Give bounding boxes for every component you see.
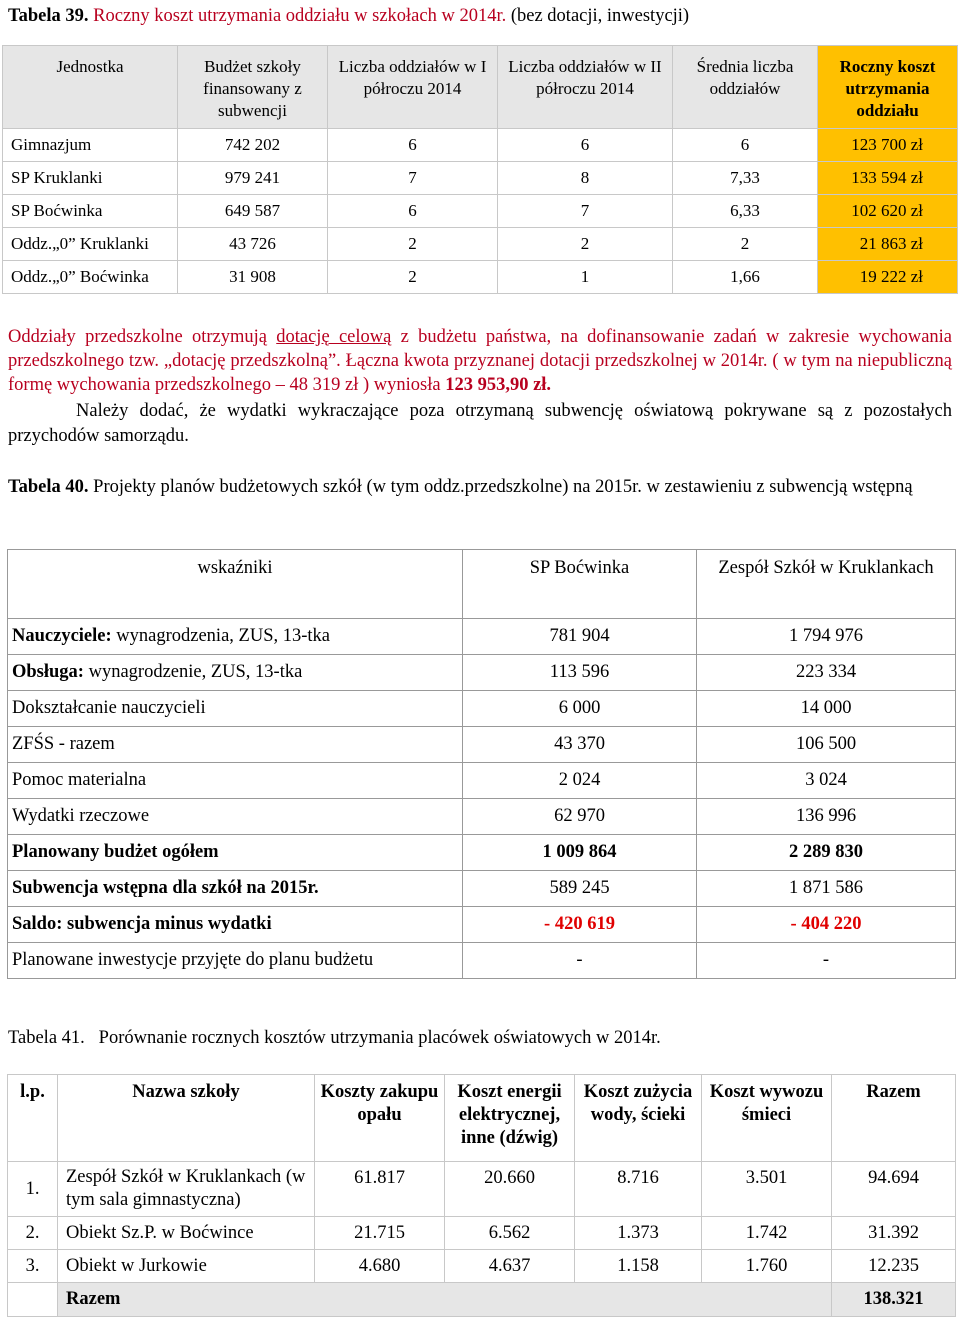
table41-cell: 20.660 [445, 1162, 575, 1217]
table40-cell-label [8, 727, 463, 763]
table39-cell-name: SP Boćwinka [3, 195, 178, 228]
table40-body [8, 619, 956, 979]
table40-cell-value: 6 000 [463, 691, 697, 727]
table40-cell-value: 589 245 [463, 871, 697, 907]
table41-cell-lp: 3. [8, 1250, 58, 1283]
table41-header: Razem [832, 1075, 956, 1162]
table40-cell-value: 1 871 586 [697, 871, 956, 907]
table39-cell: 2 [328, 228, 498, 261]
table41-cell-lp: 2. [8, 1217, 58, 1250]
table39-cell: 6 [673, 129, 818, 162]
table41-cell: 21.715 [315, 1217, 445, 1250]
table39-cell: 2 [673, 228, 818, 261]
table-row [8, 727, 956, 763]
table40-cell-label [8, 871, 463, 907]
table41-cell-lp: 1. [8, 1162, 58, 1217]
table40-cell-value: - [697, 943, 956, 979]
table39-cell: 7 [498, 195, 673, 228]
table39-cell: 649 587 [178, 195, 328, 228]
table40-cell-value: - 420 619 [463, 907, 697, 943]
table40-cell-value: 223 334 [697, 655, 956, 691]
table41-cell: 1.760 [702, 1250, 832, 1283]
table41-cell: 94.694 [832, 1162, 956, 1217]
table40-cell-value: 62 970 [463, 799, 697, 835]
paragraph-note: Należy dodać, że wydatki wykraczające poza otrzymaną subwencję oświatową pokrywane są z pozostałych przychodów samorządu. [8, 401, 952, 446]
table40-cell-value: - 404 220 [697, 907, 956, 943]
table41-cell-name: Obiekt Sz.P. w Boćwince [58, 1217, 315, 1250]
table39-cell: 1 [498, 261, 673, 294]
table-row [8, 1162, 956, 1217]
table39-cell-name: Oddz.„0” Boćwinka [3, 261, 178, 294]
table40-cell-label [8, 907, 463, 943]
table40-label-text: wynagrodzenie, ZUS, 13-tka [83, 662, 303, 682]
table40-label-bold: Planowany budżet ogółem [12, 842, 219, 862]
table39-cell: 1,66 [673, 261, 818, 294]
table39-cell: 7,33 [673, 162, 818, 195]
table39-cell-cost: 133 594 zł [818, 162, 958, 195]
table40-cell-label [8, 799, 463, 835]
table39-cell-cost: 123 700 zł [818, 129, 958, 162]
table41 [7, 1074, 956, 1317]
table-row [3, 162, 958, 195]
table40-header: Zespół Szkół w Kruklankach [697, 550, 956, 619]
table41-total-value: 138.321 [832, 1283, 956, 1317]
table-row [8, 691, 956, 727]
table40-title [8, 474, 952, 500]
table39-cell: 6 [328, 195, 498, 228]
table40-cell-value: 106 500 [697, 727, 956, 763]
table39-cell: 6 [328, 129, 498, 162]
table40-cell-label [8, 655, 463, 691]
table-row [8, 1250, 956, 1283]
table39-cell: 2 [498, 228, 673, 261]
table41-total-row [8, 1283, 956, 1317]
table41-cell: 61.817 [315, 1162, 445, 1217]
table40-label-text: ZFŚS - razem [12, 734, 115, 754]
table40-header: wskaźniki [8, 550, 463, 619]
table39-title [8, 6, 689, 27]
table39-cell: 742 202 [178, 129, 328, 162]
table-row [3, 195, 958, 228]
table39-header: Liczba oddziałów w I półroczu 2014 [328, 46, 498, 129]
table39-cell: 6,33 [673, 195, 818, 228]
table40-cell-value: 781 904 [463, 619, 697, 655]
table39-cell-cost: 21 863 zł [818, 228, 958, 261]
table41-header: Koszty zakupu opału [315, 1075, 445, 1162]
table40-cell-label [8, 835, 463, 871]
table-row [8, 835, 956, 871]
table39-cell: 2 [328, 261, 498, 294]
table40-cell-label [8, 691, 463, 727]
table41-cell: 4.637 [445, 1250, 575, 1283]
table41-cell: 1.742 [702, 1217, 832, 1250]
table40-cell-value: 3 024 [697, 763, 956, 799]
table40-cell-value: 113 596 [463, 655, 697, 691]
table39-header-row [3, 46, 958, 129]
table40-header-row [8, 550, 956, 619]
paragraph-subsidy-text-1: Oddziały przedszkolne otrzymują [8, 327, 277, 347]
table40-header: SP Boćwinka [463, 550, 697, 619]
table41-header-row [8, 1075, 956, 1162]
table40-label-bold: Subwencja wstępna dla szkół na 2015r. [12, 878, 319, 898]
table40-cell-label [8, 943, 463, 979]
table40-cell-label [8, 763, 463, 799]
table40-cell-value: 1 794 976 [697, 619, 956, 655]
table41-cell-name: Obiekt w Jurkowie [58, 1250, 315, 1283]
table39-title-main: Roczny koszt utrzymania oddziału w szkołach w 2014r. [93, 6, 507, 26]
table41-cell-name: Zespół Szkół w Kruklankach (w tym sala gimnastyczna) [58, 1162, 315, 1217]
table40-label-bold: Saldo: subwencja minus wydatki [12, 914, 272, 934]
paragraph-subsidy-underlined: dotację celową [276, 327, 392, 347]
table41-title [8, 1028, 661, 1049]
paragraph-subsidy-text-2: z budżetu państwa, na dofinansowanie zadań w zakresie wychowania przedszkolnego tzw. „dotację przedszkolną”. Łączna kwota przyznanej dotacji przedszkolnej w 2014r. ( w tym na niepubliczną formę wychowania przedszkolnego – 48 319 zł ) wyniosła [8, 327, 953, 395]
table40-cell-value: 1 009 864 [463, 835, 697, 871]
table-row [8, 907, 956, 943]
table40 [7, 549, 956, 979]
table39-cell: 43 726 [178, 228, 328, 261]
table41-header: Koszt wywozu śmieci [702, 1075, 832, 1162]
table-row [8, 655, 956, 691]
table41-total-label: Razem [58, 1283, 832, 1317]
table-row [3, 261, 958, 294]
table39-cell-name: SP Kruklanki [3, 162, 178, 195]
table40-cell-value: 43 370 [463, 727, 697, 763]
table39-cell-name: Oddz.„0” Kruklanki [3, 228, 178, 261]
table39-title-number: Tabela 39. [8, 6, 89, 26]
table-row [8, 1217, 956, 1250]
table-row [8, 799, 956, 835]
table41-header: Koszt zużycia wody, ścieki [575, 1075, 702, 1162]
table39-title-note: (bez dotacji, inwestycji) [510, 6, 690, 26]
table41-cell: 12.235 [832, 1250, 956, 1283]
table40-label-text: wynagrodzenia, ZUS, 13-tka [111, 626, 330, 646]
table-row [3, 228, 958, 261]
table41-cell: 1.373 [575, 1217, 702, 1250]
table39-header: Roczny koszt utrzymania oddziału [818, 46, 958, 129]
table40-label-bold: Obsługa: [12, 662, 84, 682]
table40-label-text: Pomoc materialna [12, 770, 147, 790]
table41-header: Nazwa szkoły [58, 1075, 315, 1162]
table41-cell: 1.158 [575, 1250, 702, 1283]
table41-cell: 3.501 [702, 1162, 832, 1217]
paragraph-subsidy [8, 325, 952, 397]
table39-header: Jednostka [3, 46, 178, 129]
table40-label-text: Planowane inwestycje przyjęte do planu budżetu [12, 950, 374, 970]
table-row [3, 129, 958, 162]
table40-title-text: Projekty planów budżetowych szkół (w tym oddz.przedszkolne) na 2015r. w zestawieniu z subwencją wstępną [88, 477, 913, 497]
table39-header: Budżet szkoły finansowany z subwencji [178, 46, 328, 129]
table40-cell-value: 14 000 [697, 691, 956, 727]
table40-label-text: Dokształcanie nauczycieli [12, 698, 206, 718]
table41-cell: 4.680 [315, 1250, 445, 1283]
table39-cell: 6 [498, 129, 673, 162]
table-row [8, 871, 956, 907]
table39-cell: 7 [328, 162, 498, 195]
table41-cell-empty [8, 1283, 58, 1317]
table-row [8, 619, 956, 655]
table39-cell-cost: 102 620 zł [818, 195, 958, 228]
table40-label-text: Wydatki rzeczowe [12, 806, 150, 826]
table41-header: Koszt energii elektrycznej, inne (dźwig) [445, 1075, 575, 1162]
table39-header: Średnia liczba oddziałów [673, 46, 818, 129]
table40-cell-value: 2 289 830 [697, 835, 956, 871]
table39-cell-name: Gimnazjum [3, 129, 178, 162]
table41-title-number: Tabela 41. [8, 1028, 85, 1048]
table41-cell: 6.562 [445, 1217, 575, 1250]
table41-title-text: Porównanie rocznych kosztów utrzymania placówek oświatowych w 2014r. [98, 1028, 661, 1048]
table40-cell-value: 136 996 [697, 799, 956, 835]
table39-cell: 979 241 [178, 162, 328, 195]
table41-header: l.p. [8, 1075, 58, 1162]
table39-cell-cost: 19 222 zł [818, 261, 958, 294]
paragraph-subsidy-amount: 123 953,90 zł. [445, 375, 552, 395]
table41-cell: 8.716 [575, 1162, 702, 1217]
table39-header: Liczba oddziałów w II półroczu 2014 [498, 46, 673, 129]
table39-cell: 8 [498, 162, 673, 195]
table39 [2, 45, 958, 294]
table39-cell: 31 908 [178, 261, 328, 294]
table41-cell: 31.392 [832, 1217, 956, 1250]
table40-cell-label [8, 619, 463, 655]
table40-cell-value: - [463, 943, 697, 979]
table40-cell-value: 2 024 [463, 763, 697, 799]
table-row [8, 763, 956, 799]
table40-label-bold: Nauczyciele: [12, 626, 112, 646]
table-row [8, 943, 956, 979]
table40-title-number: Tabela 40. [8, 477, 89, 497]
